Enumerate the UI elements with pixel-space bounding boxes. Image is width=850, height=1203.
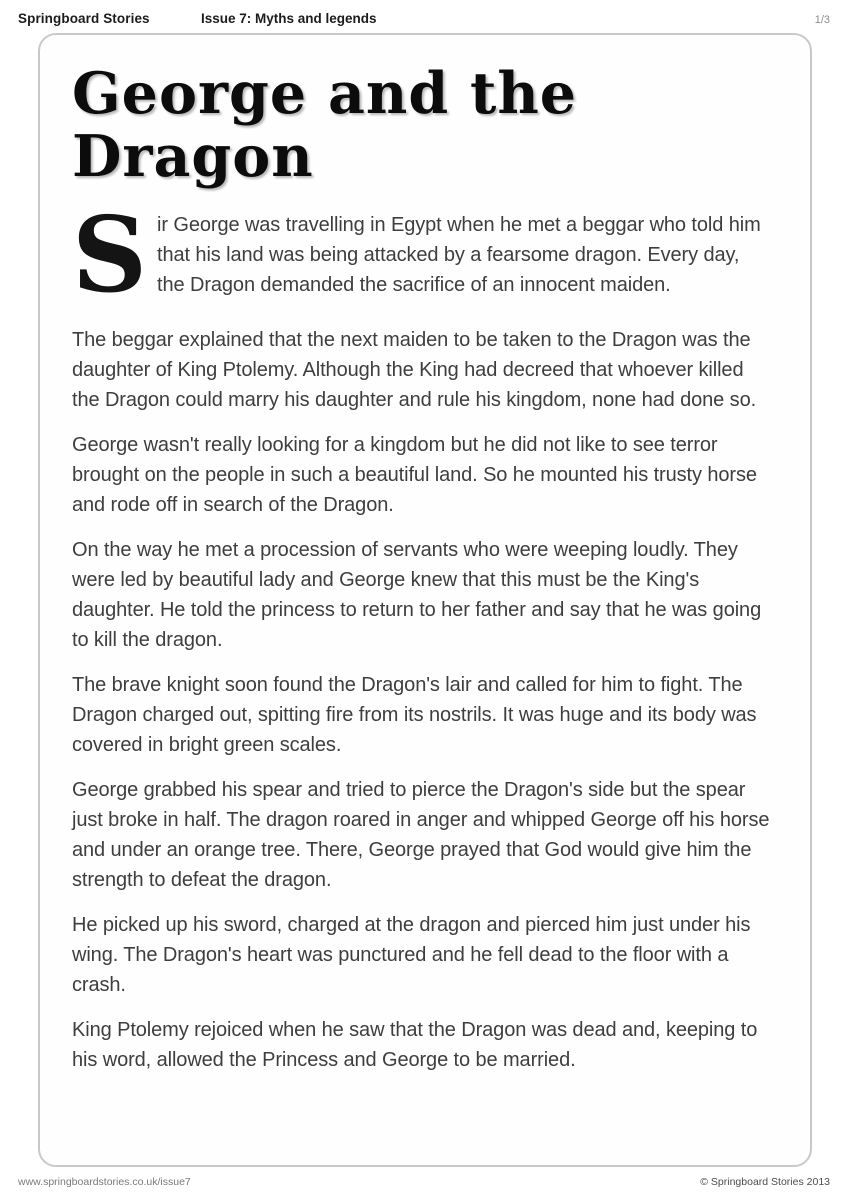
story-paragraph-4: On the way he met a procession of servants who were weeping loudly. They were led by beautiful lady and George knew that this must be the King's daughter. He told the princess to return to her father and say that he was going to kill the dragon. — [72, 539, 762, 652]
issue-title: Issue 7: Myths and legends — [201, 11, 377, 26]
drop-cap-letter: S — [72, 193, 148, 317]
paragraph-text: ir George was travelling in Egypt when he met a beggar who told him that his land was being attacked by a fearsome dragon. Every day, the Dragon demanded the sacrifice of an innocent maiden. — [157, 214, 761, 297]
story-paragraph-7: He picked up his sword, charged at the dragon and pierced him just under his wing. The Dragon's heart was punctured and he fell dead to the floor with a crash. — [72, 914, 751, 997]
page-footer — [0, 1167, 850, 1188]
story-card — [38, 33, 812, 1167]
story-title: George and the Dragon — [72, 60, 578, 190]
story-paragraph-8: King Ptolemy rejoiced when he saw that the Dragon was dead and, keeping to his word, allowed the Princess and George to be married. — [72, 1019, 758, 1072]
page-header — [0, 0, 850, 33]
story-paragraph-3: George wasn't really looking for a kingdom but he did not like to see terror brought on the people in such a beautiful land. So he mounted his trusty horse and rode off in search of the Dragon. — [72, 434, 757, 517]
story-paragraph-6: George grabbed his spear and tried to pierce the Dragon's side but the spear just broke in half. The dragon roared in anger and whipped George off his horse and under an orange tree. There, George prayed that God would give him the strength to defeat the dragon. — [72, 779, 770, 892]
page-number: 1/3 — [814, 14, 830, 26]
story-paragraph-5: The brave knight soon found the Dragon's lair and called for him to fight. The Dragon charged out, spitting fire from its nostrils. It was huge and its body was covered in bright green scales. — [72, 674, 757, 757]
story-paragraph-1 — [72, 193, 770, 317]
brand-name: Springboard Stories — [18, 11, 150, 26]
story-paragraph-2: The beggar explained that the next maiden to be taken to the Dragon was the daughter of King Ptolemy. Although the King had decreed that whoever killed the Dragon could marry his daughter and rule his kingdom, none had done so. — [72, 329, 757, 412]
footer-url-link[interactable]: www.springboardstories.co.uk/issue7 — [18, 1176, 191, 1188]
footer-copyright: © Springboard Stories 2013 — [700, 1176, 830, 1188]
